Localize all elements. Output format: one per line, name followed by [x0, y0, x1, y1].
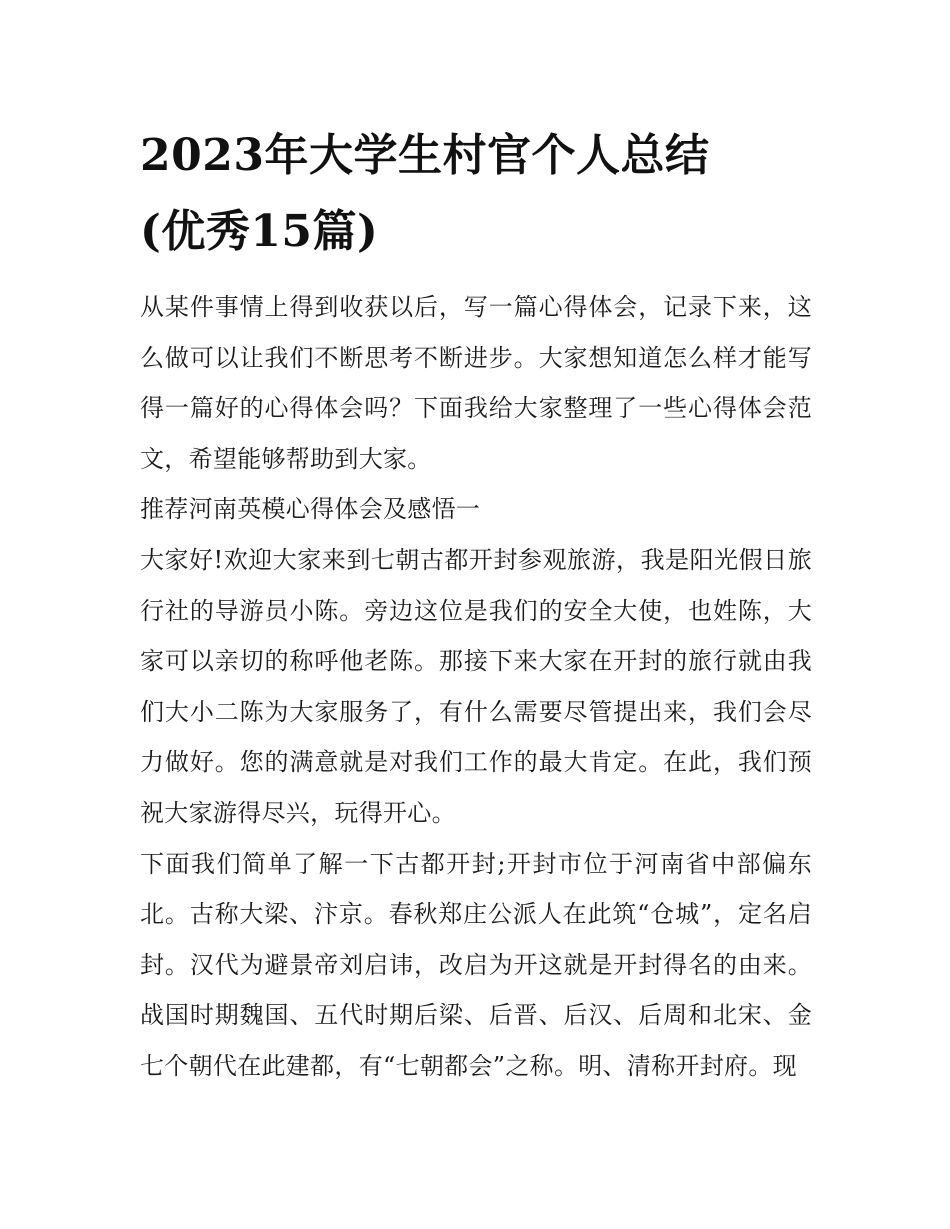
history-paragraph: 下面我们简单了解一下古都开封;开封市位于河南省中部偏东北。古称大梁、汴京。春秋郑庄公派人在此筑“仓城”，定名启封。汉代为避景帝刘启讳，改启为开这就是开封得名的由来。战国时期魏国、五代时期后梁、后晋、后汉、后周和北宋、金七个朝代在此建都，有“七朝都会”之称。明、清称开封府。现 [140, 849, 812, 1080]
document-title-line-1: 2023年大学生村官个人总结 [140, 130, 710, 181]
document-body [140, 282, 812, 1092]
section-heading: 推荐河南英模心得体会及感悟一 [140, 495, 481, 524]
document-content [140, 118, 812, 1092]
welcome-paragraph: 大家好!欢迎大家来到七朝古都开封参观旅游，我是阳光假日旅行社的导游员小陈。旁边这位是我们的安全大使，也姓陈，大家可以亲切的称呼他老陈。那接下来大家在开封的旅行就由我们大小二陈为大家服务了，有什么需要尽管提出来，我们会尽力做好。您的满意就是对我们工作的最大肯定。在此，我们预祝大家游得尽兴，玩得开心。 [140, 545, 812, 827]
document-title-line-2: (优秀15篇) [140, 206, 379, 257]
intro-paragraph: 从某件事情上得到收获以后，写一篇心得体会，记录下来，这么做可以让我们不断思考不断进步。大家想知道怎么样才能写得一篇好的心得体会吗？下面我给大家整理了一些心得体会范文，希望能够帮助到大家。 [140, 293, 812, 473]
document-title [140, 118, 812, 270]
